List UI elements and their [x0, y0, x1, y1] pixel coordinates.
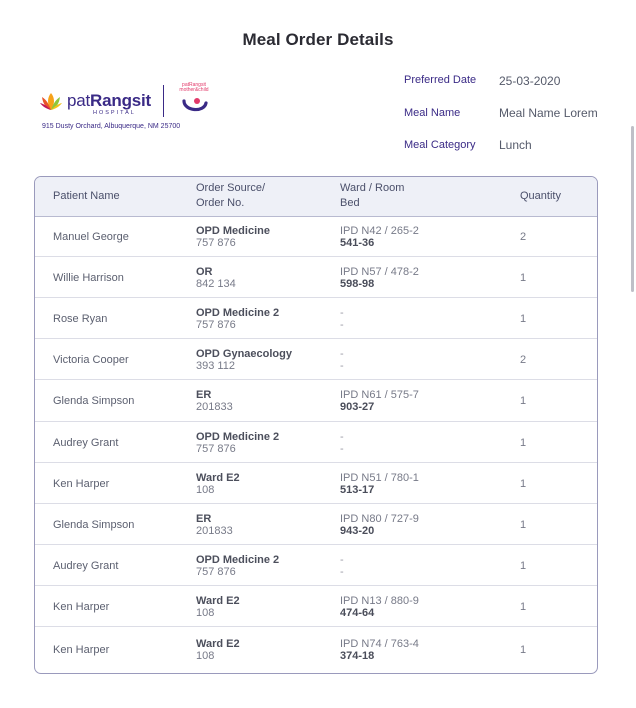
ward-room	[340, 554, 344, 578]
order-source	[196, 595, 240, 619]
table-row[interactable]	[35, 627, 597, 673]
order-number: 757 876	[196, 565, 236, 578]
quantity-value: 1	[520, 518, 527, 531]
patient-name: Ken Harper	[53, 600, 110, 613]
ward-room	[340, 513, 419, 537]
quantity-value: 1	[520, 600, 527, 613]
order-number: 757 876	[196, 236, 236, 249]
order-source	[196, 389, 233, 413]
order-source-name: OR	[196, 265, 213, 278]
header-patient-name: Patient Name	[53, 190, 120, 202]
preferred-date-value: 25-03-2020	[499, 74, 561, 88]
bed-value: 513-17	[340, 483, 375, 496]
order-number: 108	[196, 650, 215, 662]
ward-room	[340, 389, 419, 413]
quantity-value: 1	[520, 477, 527, 490]
order-source-name: OPD Medicine 2	[196, 553, 280, 566]
logo-divider	[163, 85, 164, 117]
ward-room-value: -	[340, 347, 344, 360]
table-row[interactable]	[35, 339, 597, 380]
page-title: Meal Order Details	[242, 30, 394, 49]
quantity-value: 1	[520, 271, 527, 284]
ward-room	[340, 307, 344, 331]
bed-value: 474-64	[340, 606, 375, 619]
ward-room	[340, 595, 419, 619]
quantity-value: 2	[520, 353, 527, 366]
bed-value: -	[340, 442, 344, 455]
table-row[interactable]	[35, 216, 597, 257]
meal-name-label: Meal Name	[404, 107, 461, 119]
ward-room-value: IPD N51 / 780-1	[340, 471, 419, 484]
order-source	[196, 513, 233, 537]
bed-value: -	[340, 359, 344, 372]
table-row[interactable]	[35, 504, 597, 545]
order-number: 108	[196, 606, 215, 619]
order-source	[196, 307, 279, 331]
order-source	[196, 554, 279, 578]
patient-name: Ken Harper	[53, 644, 110, 656]
header-quantity: Quantity	[520, 190, 561, 202]
table-row[interactable]	[35, 257, 597, 298]
ward-room	[340, 472, 419, 496]
quantity-value: 1	[520, 644, 527, 656]
patient-name: Rose Ryan	[53, 312, 108, 325]
order-source-name: ER	[196, 512, 212, 525]
order-source	[196, 472, 240, 496]
table-header	[35, 177, 597, 217]
header-order-source	[196, 181, 265, 211]
ward-room-value: -	[340, 430, 344, 443]
header-ward-room	[340, 181, 404, 211]
order-source-name: ER	[196, 389, 212, 401]
brand-text	[67, 91, 151, 116]
order-source	[196, 638, 240, 662]
patient-name: Manuel George	[53, 230, 129, 243]
patient-name: Audrey Grant	[53, 559, 119, 572]
bed-value: 374-18	[340, 650, 375, 662]
ward-room	[340, 266, 419, 290]
hospital-logo	[38, 80, 278, 140]
ward-room-value: IPD N80 / 727-9	[340, 512, 419, 525]
ward-room-value: IPD N13 / 880-9	[340, 594, 419, 607]
bed-value: 598-98	[340, 277, 375, 290]
order-number: 757 876	[196, 318, 236, 331]
hospital-address: 915 Dusty Orchard, Albuquerque, NM 25700	[42, 123, 181, 130]
order-source-name: Ward E2	[196, 638, 240, 650]
ward-room-value: IPD N61 / 575-7	[340, 389, 419, 401]
patient-name: Audrey Grant	[53, 436, 119, 449]
brand-name-bold: Rangsit	[90, 91, 151, 110]
lotus-icon	[38, 88, 64, 114]
meal-name-value: Meal Name Lorem	[499, 106, 598, 120]
header-ward-line2: Bed	[340, 197, 360, 209]
ward-room	[340, 638, 419, 662]
meal-category-value: Lunch	[499, 138, 532, 152]
ward-room	[340, 431, 344, 455]
patient-name: Glenda Simpson	[53, 518, 135, 531]
header-order-source-line2: Order No.	[196, 197, 245, 209]
order-number: 393 112	[196, 359, 235, 372]
patient-name: Ken Harper	[53, 477, 110, 490]
order-number: 201833	[196, 524, 233, 537]
scrollbar[interactable]	[631, 126, 634, 292]
brand-subtitle: HOSPITAL	[93, 110, 136, 116]
preferred-date-label: Preferred Date	[404, 74, 477, 86]
order-source-name: OPD Medicine	[196, 224, 270, 237]
quantity-value: 1	[520, 395, 527, 407]
header-ward-line1: Ward / Room	[340, 182, 405, 194]
order-number: 201833	[196, 401, 233, 413]
order-source-name: OPD Medicine 2	[196, 430, 280, 443]
bed-value: -	[340, 565, 344, 578]
order-source	[196, 348, 292, 372]
patient-name: Willie Harrison	[53, 271, 124, 284]
ward-room	[340, 348, 344, 372]
order-number: 108	[196, 483, 215, 496]
bed-value: 943-20	[340, 524, 375, 537]
table-row[interactable]	[35, 422, 597, 463]
table-row[interactable]	[35, 545, 597, 586]
patient-name: Glenda Simpson	[53, 395, 135, 407]
order-source	[196, 266, 236, 290]
ward-room-value: IPD N74 / 763-4	[340, 638, 419, 650]
order-source-name: OPD Gynaecology	[196, 347, 292, 360]
table-row[interactable]	[35, 586, 597, 627]
order-source-name: OPD Medicine 2	[196, 306, 280, 319]
order-number: 842 134	[196, 277, 236, 290]
quantity-value: 1	[520, 559, 527, 572]
ward-room-value: IPD N42 / 265-2	[340, 224, 419, 237]
table-row[interactable]	[35, 298, 597, 339]
ward-room-value: IPD N57 / 478-2	[340, 265, 419, 278]
ward-room-value: -	[340, 306, 344, 319]
bed-value: 541-36	[340, 236, 375, 249]
order-source	[196, 225, 270, 249]
quantity-value: 2	[520, 230, 527, 243]
order-source	[196, 431, 279, 455]
order-source-name: Ward E2	[196, 471, 240, 484]
ward-room-value: -	[340, 553, 344, 566]
bed-value: 903-27	[340, 401, 375, 413]
header-order-source-line1: Order Source/	[196, 182, 266, 194]
meal-order-table	[34, 176, 598, 674]
brand-name-normal: pat	[67, 91, 91, 110]
ward-room	[340, 225, 419, 249]
mother-child-logo	[174, 83, 214, 119]
mother-child-text: patRangsit mother&child	[179, 82, 209, 93]
bed-value: -	[340, 318, 344, 331]
order-number: 757 876	[196, 442, 236, 455]
meal-category-label: Meal Category	[404, 139, 476, 151]
table-row[interactable]	[35, 463, 597, 504]
quantity-value: 1	[520, 312, 527, 325]
order-source-name: Ward E2	[196, 594, 240, 607]
table-row[interactable]	[35, 380, 597, 422]
patient-name: Victoria Cooper	[53, 353, 129, 366]
quantity-value: 1	[520, 436, 527, 449]
